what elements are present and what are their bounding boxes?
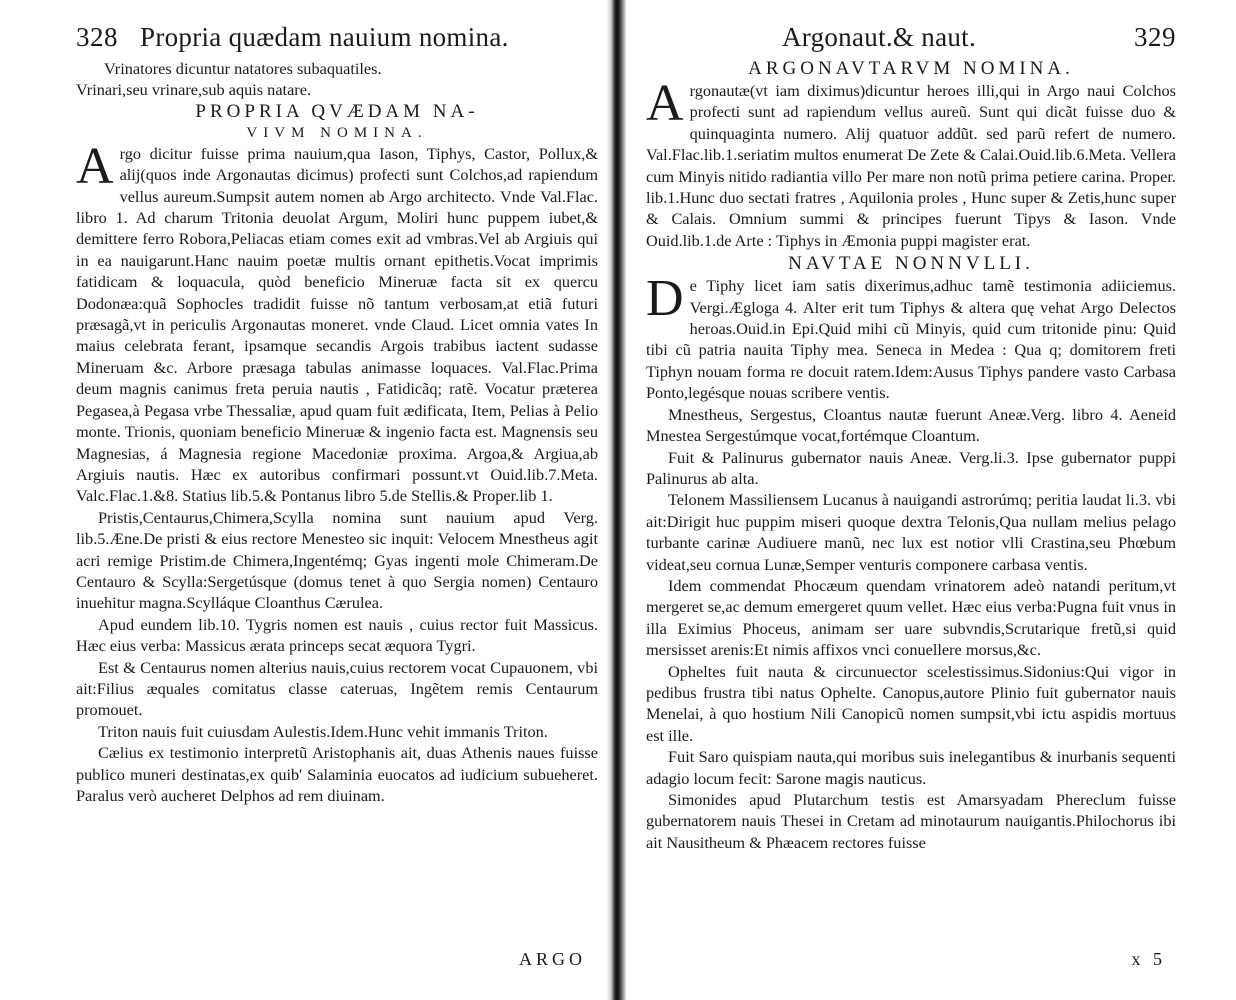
page-number-left: 328	[76, 22, 118, 52]
intro-line: Vrinatores dicuntur natatores subaquatiles.	[104, 59, 382, 78]
paragraph: Apud eundem lib.10. Tygris nomen est nauis , cuius rector fuit Massicus. Hæc eius verba: Massicus ærata princeps secat æquora Tygri.	[76, 614, 598, 656]
intro-line: Vrinari,seu vrinare,sub aquis natare.	[76, 80, 312, 100]
paragraph: Mnestheus, Sergestus, Cloantus nautæ fuerunt Aneæ.Verg. libro 4. Aeneid Mnestea Sergestúmque vocat,fortémque Cloantum.	[646, 404, 1176, 446]
paragraph-text: rgonautæ(vt iam diximus)dicuntur heroes illi,qui in Argo naui Colchos profecti sunt ad rapiendum vellus aureũ. Sunt qui dicãt fuisse duo & quinquaginta numero. Alij quatuor addũt. sed parũ refert de numero. Val.Flac.lib.1.seriatim multos enumerat De Zete & Calai.Ouid.lib.6.Meta. Vellera cum Minyis nitido radiantia villo Per mare non notũ prima petiere carina. Proper. lib.1.Hunc duo sectati fratres , Aquilonia proles , Hunc super & Zetis,hunc super & Calais. Omnium summi & principes fuerunt Tipys & Iason. Vnde Ouid.lib.1.de Arte : Tiphys in Æmonia puppi magister erat.	[646, 81, 1176, 250]
section-heading: ARGONAVTARVM NOMINA.	[748, 58, 1074, 79]
section-subheading: VIVM NOMINA.	[246, 124, 428, 141]
paragraph: Telonem Massiliensem Lucanus à nauigandi astrorúmq; peritia laudat li.3. vbi ait:Dirigit huc puppim miseri quoque dextra Telonis,Qua nullam melius pelago turbante carinæ Audiuere manũ, nec lux est notior vlli Crastina,seu Phœbum videat,seu cornua Lunæ,Semper venturis componere carbasa ventis.	[646, 490, 1176, 574]
right-page	[626, 0, 1236, 1000]
running-head-left	[76, 22, 598, 56]
paragraph: Fuit Saro quispiam nauta,qui moribus suis inelegantibus & inurbanis sequenti adagio locum fecit: Sarone magis nauticus.	[646, 747, 1176, 788]
running-title-left: Propria quædam nauium nomina.	[140, 22, 509, 52]
drop-cap: A	[76, 137, 114, 195]
section-heading: PROPRIA QVÆDAM NA-	[195, 100, 479, 122]
catchword-left: ARGO	[518, 949, 586, 969]
paragraph-text: e Tiphy licet iam satis dixerimus,adhuc tamẽ testimonia adiiciemus. Vergi.Æglogа 4. Alter erit tum Tiphys & altera quę vehat Argo Delectos heroas.Ouid.in Epi.Quid mihi cũ Minyis, quid cum tritonide pinu: Quid tibi cũ patria nauita Tiphy mea. Seneca in Medea : Qua q; domitorem freti Tiphyn nouam forma re docuit ratem.Idem:Ausus Tiphys pandere vasto Carbasa Ponto,legésque nouas scribere ventis.	[646, 276, 1176, 403]
running-title-right: Argonaut.& naut.	[781, 22, 977, 52]
paragraph: Pristis,Centaurus,Chimera,Scylla nomina sunt nauium apud Verg. lib.5.Æne.De pristi & eius rectore Menesteo sic inquit: Velocem Mnestheus agit acri remige Pristim.de Chimera,Ingentémq; Gyas ingenti mole Chimeram.De Centauro & Scylla:Sergetúsque (domus tenet à quo Sergia nomen) Centauro inuehitur magna.Scylláque Cloanthus Cærulea.	[76, 507, 598, 613]
paragraph: Est & Centaurus nomen alterius nauis,cuius rectorem vocat Cupauonem, vbi ait:Filius æquales comitatus classe cateruas, Ingẽtem remis Centaurum promouet.	[76, 657, 598, 720]
paragraph	[76, 137, 598, 507]
paragraph: Fuit & Palinurus gubernator nauis Aneæ. Verg.li.3. Ipse gubernator puppi Palinurus ab alta.	[646, 447, 1176, 488]
paragraph: Triton nauis fuit cuiusdam Aulestis.Idem.Hunc vehit immanis Triton.	[98, 721, 548, 741]
paragraph: Simonides apud Plutarchum testis est Amarsyadam Phereclum fuisse gubernatorem nauis Thesei in Cretam ad minotaurum nauigantis.Philochorus ibi ait Nausitheum & Phæacem rectores fuisse	[646, 790, 1176, 852]
right-body	[646, 58, 1176, 853]
paragraph: Opheltes fuit nauta & circunuector scelestissimus.Sidonius:Qui vigor in pedibus frustra tibi natus Ophelte. Canopus,autore Plinio fuit gubernator nauis Menelai, à quo hostium Nili Canopicũ nomen sumpsit,vbi ictu aspidis mortuus est ille.	[646, 661, 1176, 745]
catchword-right: x 5	[1131, 949, 1166, 969]
paragraph	[646, 270, 1176, 403]
left-page	[0, 0, 606, 1000]
drop-cap: D	[646, 270, 684, 328]
paragraph: Cælius ex testimonio interpretũ Aristophanis ait, duas Athenis naues fuisse publico muneri destinatas,ex quib' Salaminia euocatos ad iudicium subueheret. Paralus verò aucheret Delphos ad rem diuinam.	[76, 743, 598, 805]
section-heading: NAVTAE NONNVLLI.	[788, 253, 1034, 275]
running-head-right	[646, 22, 1176, 56]
left-body	[76, 58, 598, 806]
paragraph	[646, 75, 1176, 251]
paragraph: Idem commendat Phocæum quendam vrinatorem adeò natandi peritum,vt mergeret se,ac demum emergeret quum vellet. Hæc eius verba:Pugna fuit vnus in illa Eximius Phoceus, animam ser uare subvndis,Scrutarique fretũ,si quid mersisset arenis:Et nimis affixos vnci conuellere morsus,&c.	[646, 575, 1176, 660]
drop-cap: A	[646, 75, 684, 132]
book-gutter	[606, 0, 626, 1000]
paragraph-text: rgo dicitur fuisse prima nauium,qua Iason, Tiphys, Castor, Pollux,& alij(quos inde Argonautas dicimus) profecti sunt Colchos,ad rapiendum vellus aureum.Sumpsit autem nomen ab Argo architecto. Vnde Val.Flac. libro 1. Ad charum Tritonia deuolat Argum, Moliri hunc puppem iubet,& demittere ferro Robora,Peliacas etiam comes exit ad vmbras.Vel ab Argiuis qui in ea nauigarunt.Hanc nauim poetæ multis ornant epithetis.Vocat imprimis fatidicam & loquacula, quòd beneficio Mineruæ facta sit ex quercu Dodonæa:quã Sophocles tradidit fuisse nõ tantum verbosam,at etiã futuri præsagã,vt in periculis Argonautas moneret. vnde Claud. Licet omnia vates In maius celebrata ferant, ipsamque secandis Argois trabibus iactent sudasse Mineruam &c. Arbore præsaga tabulas animasse loquaces. Val.Flac.Prima deum magnis canimus freta peruia nautis , Fatidicãq; ratẽ. Vocatur præterea Pegasea,à Pegasa vrbe Thessaliæ, apud quam fuit ædificata, Item, Pelias à Pelio monte. Trionis, quoniam beneficio Mineruæ & ingenio facta est. Magnensis seu Magnesias, á Magnesia regione Macedoniæ proxima. Argoa,& Argiua,ab Argiuis nautis. Hæc ex autoribus confirmari possunt.vt Ouid.lib.7.Meta. Valc.Flac.1.&8. Statius lib.5.& Pontanus libro 5.de Stellis.& Proper.lib 1.	[76, 143, 598, 506]
page-number-right: 329	[1134, 22, 1176, 52]
